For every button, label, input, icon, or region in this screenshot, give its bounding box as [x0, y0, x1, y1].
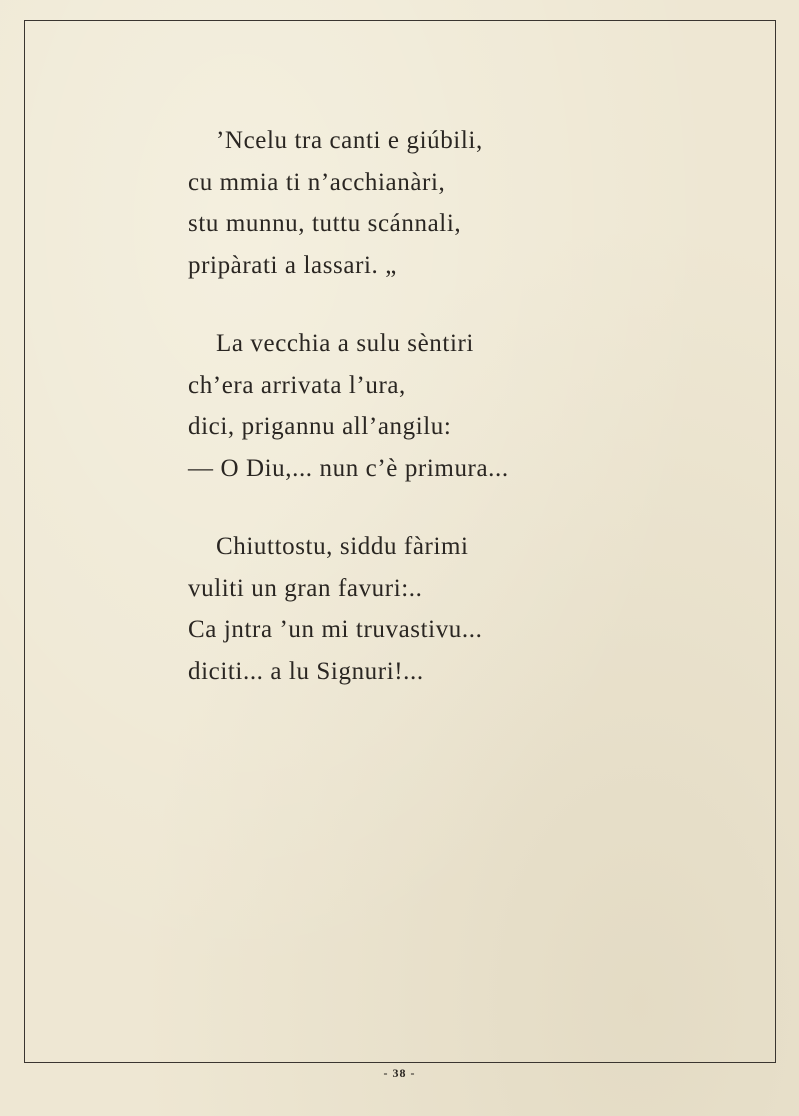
poem-line: vuliti un gran favuri:.. — [188, 574, 423, 602]
stanza-3 — [188, 526, 608, 692]
poem-line: dici, prigannu all’angilu: — [188, 413, 452, 440]
stanza-2 — [188, 323, 608, 489]
page-number: - 38 - — [383, 1066, 416, 1080]
poem-line: ’Ncelu tra canti e giúbili, — [216, 127, 483, 154]
poem-line: diciti... a lu Signuri!... — [188, 657, 424, 685]
poem-line: — O Diu,... nun c’è primura... — [188, 454, 509, 482]
stanza-1 — [188, 120, 608, 286]
poem-line: ch’era arrivata l’ura, — [188, 371, 406, 399]
poem-line: Chiuttostu, siddu fàrimi — [216, 533, 469, 560]
poem-line: stu munnu, tuttu scánnali, — [188, 210, 462, 237]
poem-body — [188, 120, 608, 729]
poem-line: cu mmia ti n’acchianàri, — [188, 168, 446, 196]
poem-line: pripàrati a lassari. „ — [188, 251, 397, 279]
poem-line: Ca jntra ’un mi truvastivu... — [188, 616, 483, 643]
poem-line: La vecchia a sulu sèntiri — [216, 330, 474, 357]
